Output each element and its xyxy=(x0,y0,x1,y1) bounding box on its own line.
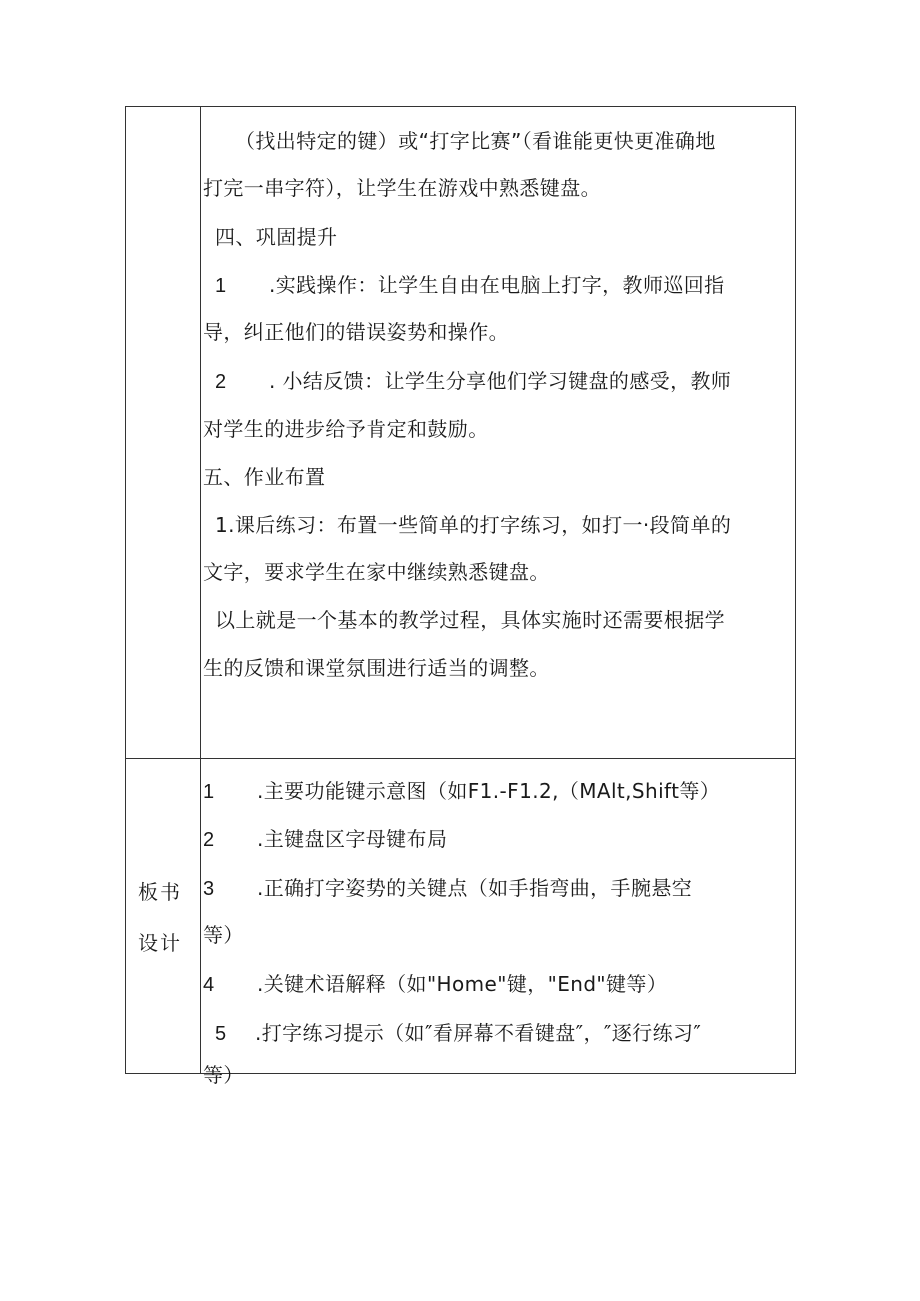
list-number: 1 xyxy=(203,781,215,803)
list-number: 1 xyxy=(215,275,227,297)
paragraph-line: 生的反馈和课堂氛围进行适当的调整。 xyxy=(203,656,550,680)
board-design-label-line1: 板书 xyxy=(138,880,182,904)
section-heading: 五、作业布置 xyxy=(203,465,326,489)
row-label-cell xyxy=(126,107,201,759)
list-item xyxy=(203,778,720,805)
list-number: 2 xyxy=(215,371,227,393)
list-item-text: . 小结反馈：让学生分享他们学习键盘的感受，教师 xyxy=(269,369,732,393)
list-item-text: .关键术语解释（如"Home"键，"End"键等） xyxy=(257,972,668,996)
list-item xyxy=(215,368,731,395)
list-number: 2 xyxy=(203,829,215,851)
paragraph-line: 对学生的进步给予肯定和鼓励。 xyxy=(203,417,489,441)
paragraph-line: 打完一串字符），让学生在游戏中熟悉键盘。 xyxy=(203,176,601,200)
list-item xyxy=(203,875,692,902)
paragraph-line: 导，纠正他们的错误姿势和操作。 xyxy=(203,320,509,344)
row-label xyxy=(126,107,200,758)
list-number: 4 xyxy=(203,974,215,996)
list-item xyxy=(215,1020,701,1047)
board-design-row xyxy=(126,759,796,1074)
list-item-text: .主键盘区字母键布局 xyxy=(257,827,448,851)
list-item-text: .主要功能键示意图（如F1.-F1.2,（MAlt,Shift等） xyxy=(257,779,721,803)
board-design-label-line2: 设计 xyxy=(138,931,182,955)
paragraph-line: （找出特定的键）或“打字比赛”（看谁能更快更准确地 xyxy=(235,129,716,153)
list-item-text: .正确打字姿势的关键点（如手指弯曲，手腕悬空 xyxy=(257,876,693,900)
paragraph-line: 1.课后练习：布置一些简单的打字练习，如打一·段简单的 xyxy=(215,513,732,537)
paragraph-line: 文字，要求学生在家中继续熟悉键盘。 xyxy=(203,560,550,584)
board-design-cell xyxy=(201,759,796,1087)
list-item-continuation: 等） xyxy=(203,1063,244,1087)
lesson-plan-table xyxy=(125,106,796,1087)
section-heading: 四、巩固提升 xyxy=(215,225,338,249)
paragraph-line: 以上就是一个基本的教学过程，具体实施时还需要根据学 xyxy=(215,608,725,632)
board-design-label-cell xyxy=(126,759,201,1074)
list-item xyxy=(203,826,447,853)
teaching-process-cell xyxy=(201,107,796,759)
list-item-text: .实践操作：让学生自由在电脑上打字，教师巡回指 xyxy=(269,273,725,297)
list-item-continuation: 等） xyxy=(203,923,244,947)
list-item xyxy=(215,272,725,299)
list-item xyxy=(203,971,667,998)
list-number: 3 xyxy=(203,878,215,900)
list-number: 5 xyxy=(215,1023,227,1045)
list-item-text: .打字练习提示（如″看屏幕不看键盘″，″逐行练习″ xyxy=(255,1021,702,1045)
teaching-process-row xyxy=(126,107,796,759)
